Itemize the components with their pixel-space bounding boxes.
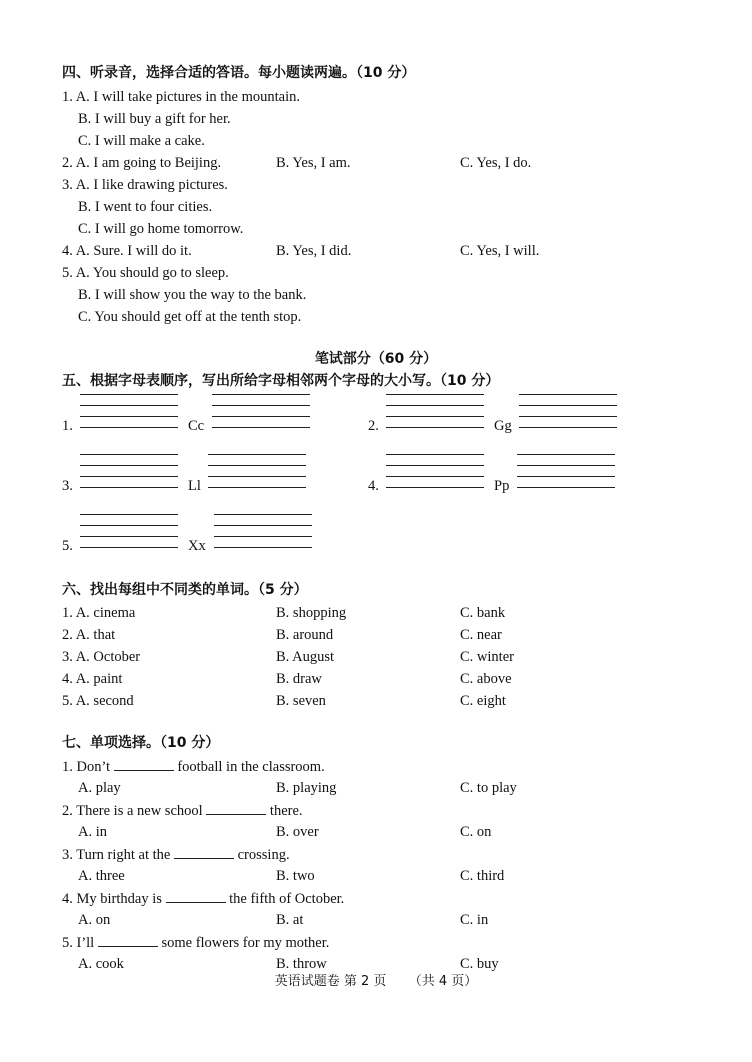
s7-q2-stem-pre: 2. There is a new school: [62, 803, 203, 819]
writing-line[interactable]: [212, 405, 310, 406]
s6-row5-option-b: B. seven: [276, 693, 326, 709]
s7-q1-option-c: C. to play: [460, 780, 517, 796]
written-part-title: [0, 350, 752, 368]
page-footer: [0, 973, 752, 991]
s7-q5-option-b: B. throw: [276, 956, 327, 972]
s7-q3-stem: [62, 845, 290, 864]
s4-q4-option-b: B. Yes, I did.: [276, 243, 352, 259]
section5-heading: [62, 372, 499, 390]
writing-line[interactable]: [386, 427, 484, 428]
writing-line[interactable]: [80, 476, 178, 477]
writing-line[interactable]: [517, 487, 615, 488]
s7-q2-option-c: C. on: [460, 824, 492, 840]
s4-q2-option-b: B. Yes, I am.: [276, 155, 351, 171]
s4-q4-option-a: 4. A. Sure. I will do it.: [62, 243, 192, 259]
writing-line[interactable]: [214, 514, 312, 515]
writing-line[interactable]: [386, 476, 484, 477]
writing-line[interactable]: [80, 394, 178, 395]
s6-row4-option-b: B. draw: [276, 671, 322, 687]
s4-q3-option-c: C. I will go home tomorrow.: [78, 221, 244, 237]
s5-item4-letter: Pp: [494, 478, 510, 494]
writing-line[interactable]: [80, 416, 178, 417]
s6-row2-option-c: C. near: [460, 627, 502, 643]
s6-row4-option-c: C. above: [460, 671, 512, 687]
written-part-title-text: 笔试部分: [314, 351, 371, 367]
s4-q5-option-a: 5. A. You should go to sleep.: [62, 265, 229, 281]
s4-q4-option-c: C. Yes, I will.: [460, 243, 540, 259]
writing-line[interactable]: [519, 405, 617, 406]
writing-line[interactable]: [386, 454, 484, 455]
s7-q4-option-b: B. at: [276, 912, 304, 928]
s5-item5-number: 5.: [62, 538, 73, 554]
writing-line[interactable]: [386, 487, 484, 488]
s7-q1-stem-post: football in the classroom.: [177, 759, 325, 775]
s4-q1-option-b: B. I will buy a gift for her.: [78, 111, 231, 127]
section7-heading-text: 七、单项选择。: [62, 735, 160, 751]
s4-q1-option-a: 1. A. I will take pictures in the mountain.: [62, 89, 300, 105]
s7-q3-option-c: C. third: [460, 868, 505, 884]
footer-total-pages: （共 4 页）: [408, 974, 478, 989]
s5-item3-letter: Ll: [188, 478, 201, 494]
s7-q2-option-a: A. in: [78, 824, 107, 840]
writing-line[interactable]: [519, 416, 617, 417]
s5-item5-letter: Xx: [188, 538, 206, 554]
s4-q1-option-c: C. I will make a cake.: [78, 133, 205, 149]
writing-line[interactable]: [212, 394, 310, 395]
answer-blank[interactable]: [114, 757, 174, 771]
s6-row3-option-b: B. August: [276, 649, 335, 665]
writing-line[interactable]: [80, 547, 178, 548]
s5-item3-number: 3.: [62, 478, 73, 494]
s4-q3-option-a: 3. A. I like drawing pictures.: [62, 177, 228, 193]
s4-q2-option-c: C. Yes, I do.: [460, 155, 532, 171]
s6-row3-option-c: C. winter: [460, 649, 514, 665]
writing-line[interactable]: [517, 454, 615, 455]
s7-q4-stem: [62, 889, 344, 908]
s7-q5-stem-pre: 5. I’ll: [62, 935, 95, 951]
s5-item1-letter: Cc: [188, 418, 205, 434]
s7-q5-option-a: A. cook: [78, 956, 124, 972]
writing-line[interactable]: [212, 427, 310, 428]
section4-heading: [62, 64, 415, 82]
s7-q1-stem: [62, 757, 325, 776]
s6-row1-option-b: B. shopping: [276, 605, 347, 621]
s5-item2-letter: Gg: [494, 418, 512, 434]
section5-heading-text: 五、根据字母表顺序，写出所给字母相邻两个字母的大小写。: [62, 373, 440, 389]
section5-score: （10 分）: [440, 373, 500, 389]
writing-line[interactable]: [80, 536, 178, 537]
s6-row2-option-b: B. around: [276, 627, 334, 643]
writing-line[interactable]: [80, 454, 178, 455]
section7-heading: [62, 734, 219, 752]
writing-line[interactable]: [208, 476, 306, 477]
section4-score: （10 分）: [356, 65, 416, 81]
s7-q1-stem-pre: 1. Don’t: [62, 759, 111, 775]
writing-line[interactable]: [519, 394, 617, 395]
s7-q3-stem-post: crossing.: [237, 847, 290, 863]
writing-line[interactable]: [80, 405, 178, 406]
s6-row2-option-a: 2. A. that: [62, 627, 116, 643]
writing-line[interactable]: [208, 465, 306, 466]
s7-q4-stem-pre: 4. My birthday is: [62, 891, 162, 907]
s4-q3-option-b: B. I went to four cities.: [78, 199, 213, 215]
writing-line[interactable]: [214, 525, 312, 526]
writing-line[interactable]: [212, 416, 310, 417]
writing-line[interactable]: [80, 525, 178, 526]
s7-q5-stem: [62, 933, 329, 952]
writing-line[interactable]: [208, 454, 306, 455]
section7-score: （10 分）: [160, 735, 220, 751]
section6-heading-text: 六、找出每组中不同类的单词。: [62, 582, 258, 598]
writing-line[interactable]: [80, 427, 178, 428]
writing-line[interactable]: [519, 427, 617, 428]
s5-item1-number: 1.: [62, 418, 73, 434]
footer-page-number: 英语试题卷 第 2 页: [274, 974, 387, 989]
writing-line[interactable]: [80, 514, 178, 515]
s4-q5-option-c: C. You should get off at the tenth stop.: [78, 309, 302, 325]
s7-q2-stem-post: there.: [269, 803, 303, 819]
s6-row1-option-c: C. bank: [460, 605, 506, 621]
s7-q3-option-a: A. three: [78, 868, 125, 884]
s7-q1-option-b: B. playing: [276, 780, 337, 796]
s7-q2-option-b: B. over: [276, 824, 319, 840]
section6-heading: [62, 581, 308, 599]
section6-score: （5 分）: [258, 582, 308, 598]
s4-q2-option-a: 2. A. I am going to Beijing.: [62, 155, 222, 171]
s7-q5-option-c: C. buy: [460, 956, 499, 972]
s7-q3-stem-pre: 3. Turn right at the: [62, 847, 171, 863]
answer-blank[interactable]: [174, 845, 234, 859]
writing-line[interactable]: [208, 487, 306, 488]
writing-line[interactable]: [214, 547, 312, 548]
writing-line[interactable]: [386, 394, 484, 395]
writing-line[interactable]: [214, 536, 312, 537]
writing-line[interactable]: [386, 405, 484, 406]
answer-blank[interactable]: [206, 801, 266, 815]
s7-q4-option-c: C. in: [460, 912, 489, 928]
s6-row1-option-a: 1. A. cinema: [62, 605, 136, 621]
s7-q1-option-a: A. play: [78, 780, 121, 796]
answer-blank[interactable]: [166, 889, 226, 903]
s4-q5-option-b: B. I will show you the way to the bank.: [78, 287, 307, 303]
s7-q2-stem: [62, 801, 303, 820]
s6-row5-option-a: 5. A. second: [62, 693, 134, 709]
writing-line[interactable]: [386, 465, 484, 466]
s7-q4-option-a: A. on: [78, 912, 111, 928]
writing-line[interactable]: [386, 416, 484, 417]
written-part-score: （60 分）: [370, 351, 438, 367]
writing-line[interactable]: [517, 465, 615, 466]
writing-line[interactable]: [517, 476, 615, 477]
s6-row3-option-a: 3. A. October: [62, 649, 141, 665]
s7-q5-stem-post: some flowers for my mother.: [161, 935, 330, 951]
s6-row5-option-c: C. eight: [460, 693, 506, 709]
answer-blank[interactable]: [98, 933, 158, 947]
s6-row4-option-a: 4. A. paint: [62, 671, 123, 687]
writing-line[interactable]: [80, 487, 178, 488]
s7-q4-stem-post: the fifth of October.: [229, 891, 345, 907]
writing-line[interactable]: [80, 465, 178, 466]
section4-heading-text: 四、听录音，选择合适的答语。每小题读两遍。: [62, 65, 356, 81]
s7-q3-option-b: B. two: [276, 868, 315, 884]
s5-item4-number: 4.: [368, 478, 379, 494]
s5-item2-number: 2.: [368, 418, 379, 434]
